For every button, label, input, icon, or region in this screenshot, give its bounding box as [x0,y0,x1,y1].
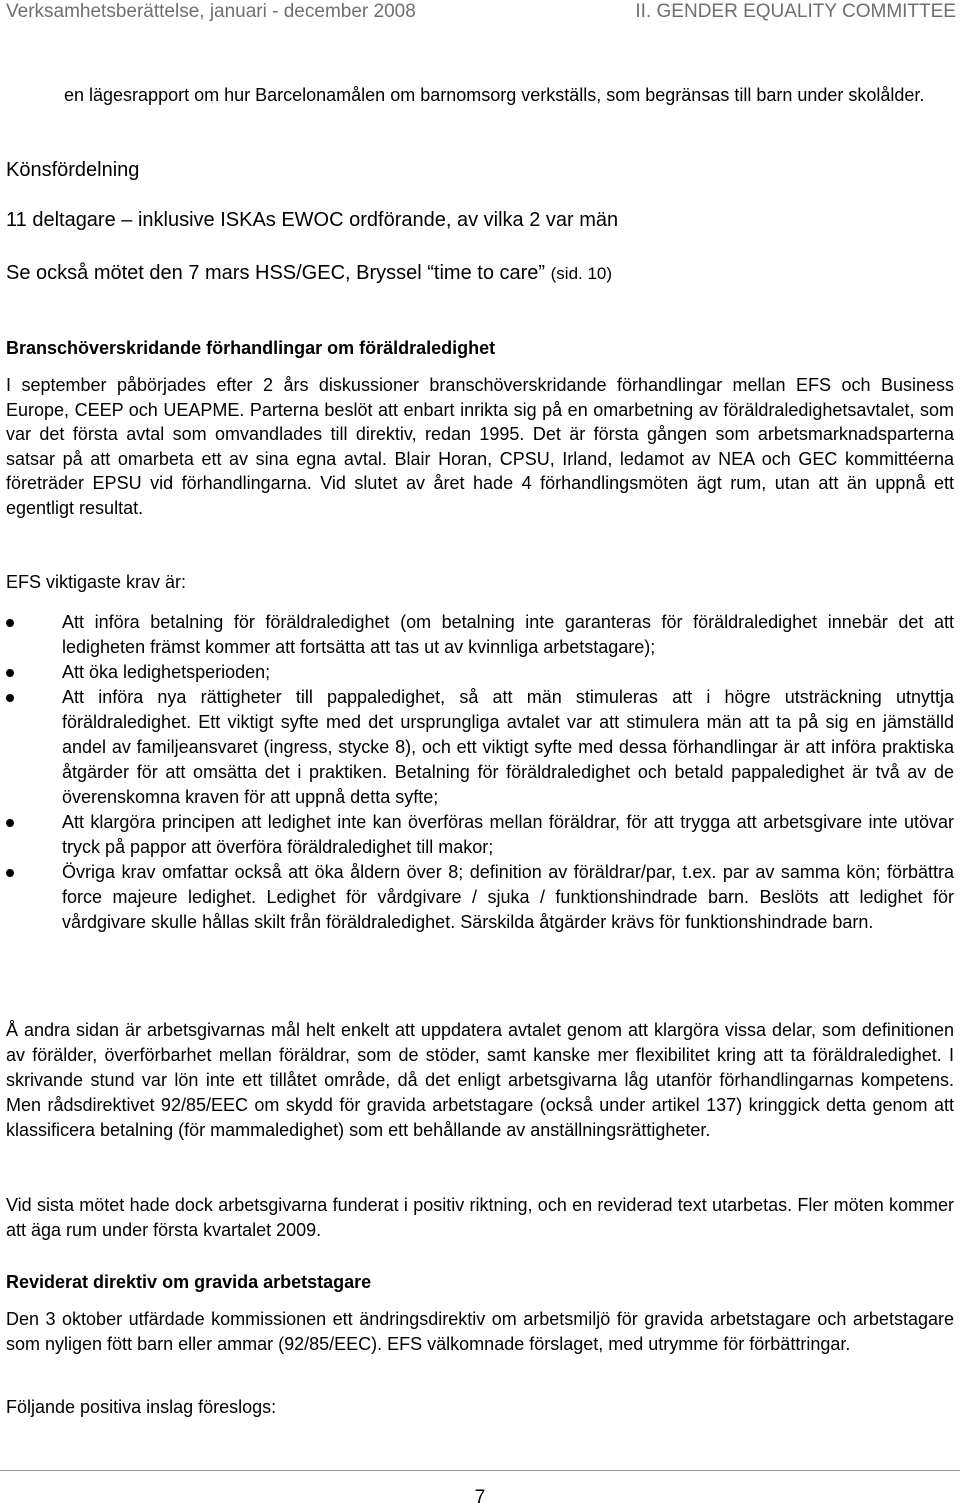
efs-demands-intro: EFS viktigaste krav är: [6,572,187,592]
bullet-icon [6,869,14,877]
employers-paragraph: Å andra sidan är arbetsgivarnas mål helt enkelt att uppdatera avtalet genom att klargöra vissa delar, som definitionen av förälder, överförbarhet mellan föräldrar, som de stöder, samt kanske mer flexibilitet kring att ta föräldraledighet. I skrivande stund var lön inte ett tillåtet område, då det enligt arbetsgivarna låg utanför förhandlingarnas kompetens. Men rådsdirektivet 92/85/EEC om skydd för gravida arbetstagare (också under artikel 137) kringgick detta genom att klassificera betalning (för mammaledighet) som ett behållande av anställningsrättigheter. [6,1020,954,1140]
page-header [0,0,960,27]
list-item: Att införa nya rättigheter till pappaledighet, så att män stimuleras att i högre utsträckning utnyttja föräldraledighet. Ett viktigt syfte med det ursprungliga avtalet var att stimulera män att ta på sig en jämställd andel av familjeansvaret (ingress, stycke 8), och ett viktigt syfte med dessa förhandlingar är att införa praktiska åtgärder för att omsätta det i praktiken. Betalning för föräldraledighet och betald pappaledighet är två av de överenskomna kraven för att uppnå detta syfte; [6,685,954,810]
list-item: Övriga krav omfattar också att öka åldern över 8; definition av föräldrar/par, t.ex. par av samma kön; förbättra force majeure ledighet. Ledighet för vårdgivare / sjuka / funktionshindrade barn. Beslöts att ledighet för vårdgivare skulle hållas skilt från föräldraledighet. Särskilda åtgärder krävs för funktionshindrade barn. [6,860,954,935]
section-paragraph-negotiations: I september påbörjades efter 2 års diskussioner branschöverskridande förhandlingar mellan EFS och Business Europe, CEEP och UEAPME. Parterna beslöt att enbart inrikta sig på en omarbetning av föräldraledighetsavtalet, som var det första avtal som omvandlades till direktiv, redan 1995. Det är första gången som arbetsmarknadsparterna satsar på att omarbeta ett av sina egna avtal. Blair Horan, CPSU, Irland, ledamot av NEA och GEC kommittéerna företräder EPSU vid förhandlingarna. Vid slutet av året hade 4 förhandlingsmöten ägt rum, utan att än uppnå ett egentligt resultat. [6,375,954,518]
section-followup-line: Följande positiva inslag föreslogs: [6,1397,277,1417]
section-title-parental-leave: Branschöverskridande förhandlingar om föräldraledighet [6,338,496,358]
bullet-icon [6,619,14,627]
see-also-line [6,261,954,286]
bullet-icon [6,669,14,677]
header-report-title: Verksamhetsberättelse, januari - december 2008 [6,1,416,22]
list-item: Att införa betalning för föräldraledighet (om betalning inte garanteras för föräldraledighet innebär det att ledigheten främst kommer att fortsätta att tas ut av kvinnliga arbetstagare); [6,610,954,660]
see-also-text: Se också mötet den 7 mars HSS/GEC, Bryssel “time to care” [6,262,546,284]
intro-paragraph: en lägesrapport om hur Barcelonamålen om barnomsorg verkställs, som begränsas till barn under skolålder. [64,85,925,105]
see-also-ref: (sid. 10) [550,264,613,283]
footer-divider [0,1470,960,1471]
efs-demands-list [6,610,954,935]
bullet-icon [6,694,14,702]
section-paragraph-directive: Den 3 oktober utfärdade kommissionen ett ändringsdirektiv om arbetsmiljö för gravida arbetstagare och arbetstagare som nyligen fött barn eller ammar (92/85/EEC). EFS välkomnade förslaget, med utrymme för förbättringar. [6,1309,954,1354]
page-number: 7 [474,1487,486,1508]
bullet-icon [6,819,14,827]
list-item: Att öka ledighetsperioden; [6,660,954,685]
gender-text: 11 deltagare – inklusive ISKAs EWOC ordförande, av vilka 2 var män [6,209,619,231]
header-committee-title: II. GENDER EQUALITY COMMITTEE [635,1,956,22]
section-title-pregnant-workers: Reviderat direktiv om gravida arbetstagare [6,1272,372,1292]
gender-heading: Könsfördelning [6,159,140,181]
last-meeting-paragraph: Vid sista mötet hade dock arbetsgivarna funderat i positiv riktning, och en reviderad text utarbetas. Fler möten kommer att äga rum under första kvartalet 2009. [6,1195,954,1240]
list-item: Att klargöra principen att ledighet inte kan överföras mellan föräldrar, för att trygga att arbetsgivare inte utövar tryck på pappor att överföra föräldraledighet till makor; [6,810,954,860]
